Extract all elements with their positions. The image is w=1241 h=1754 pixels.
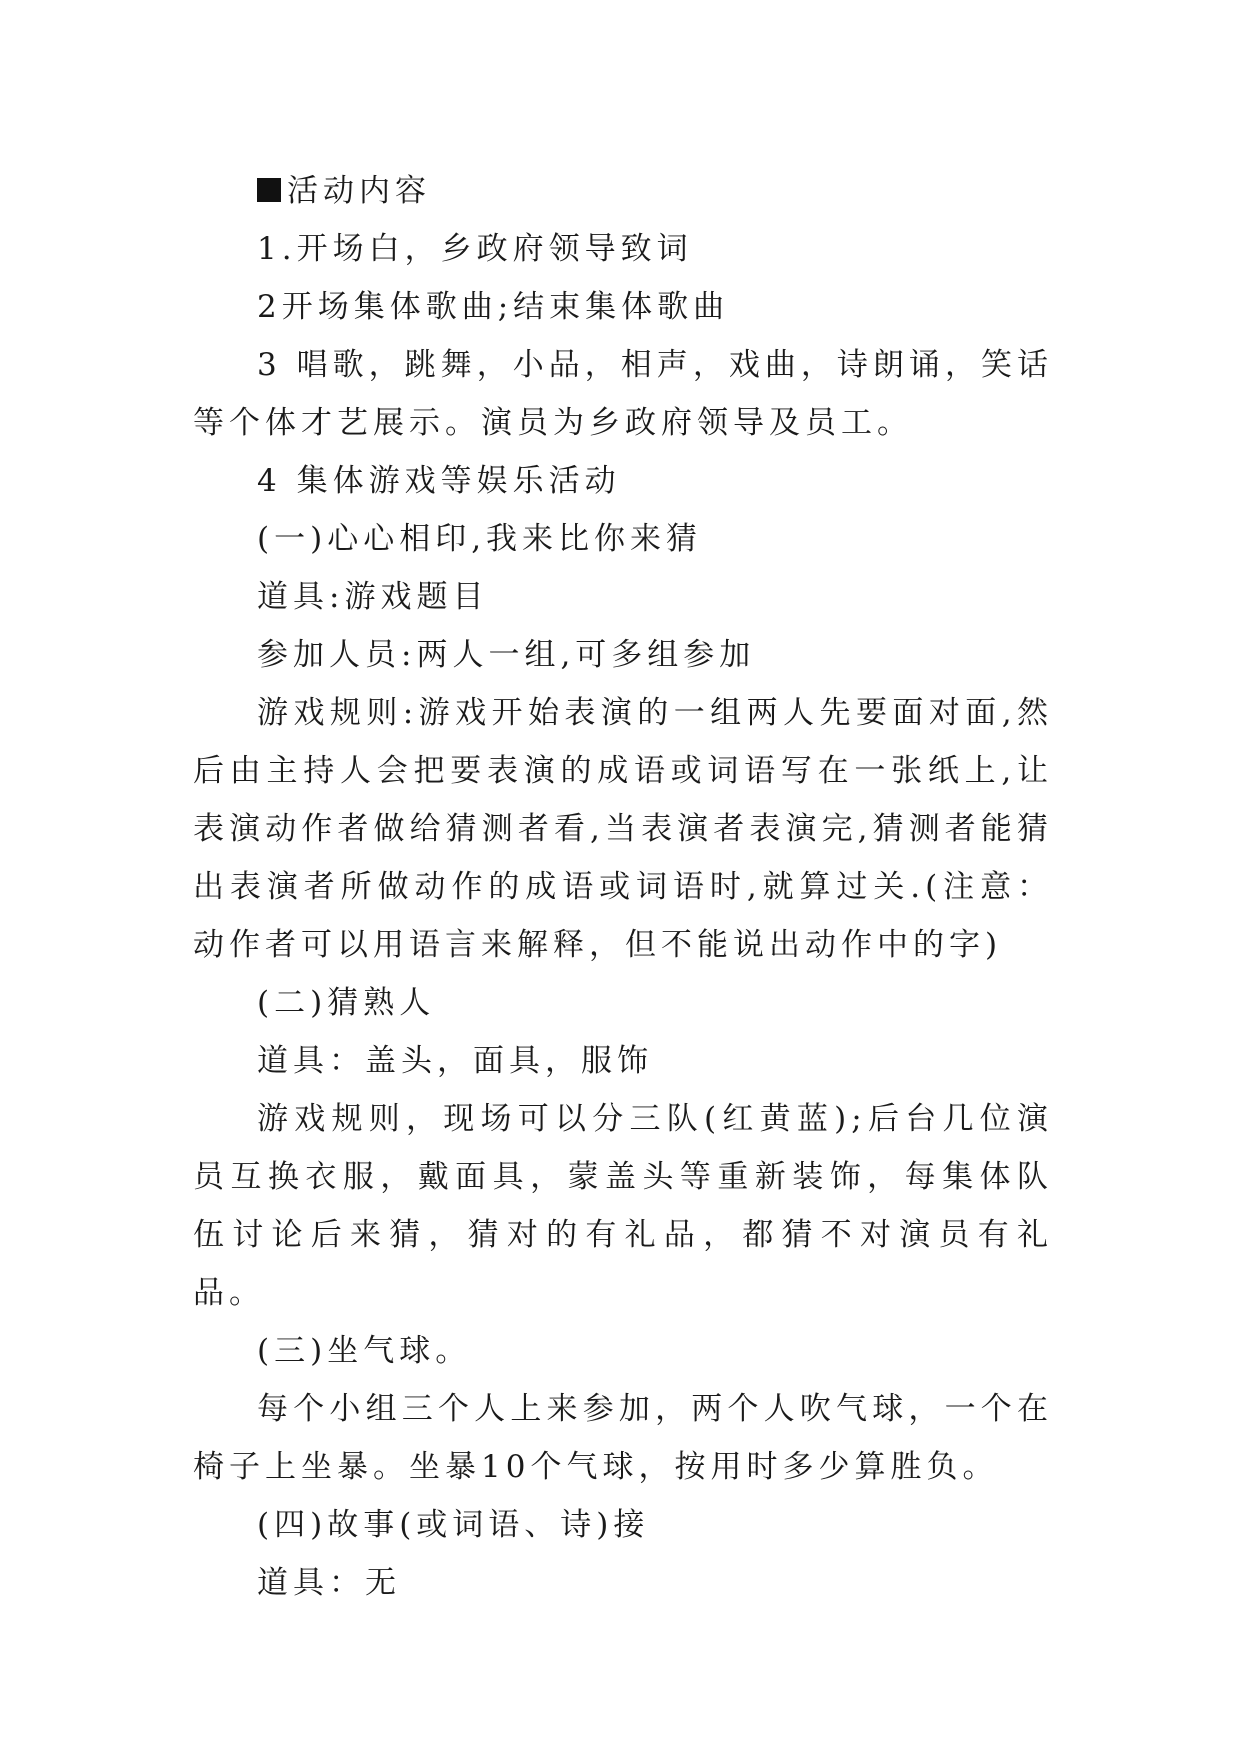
paragraph: 参加人员:两人一组,可多组参加: [257, 637, 756, 673]
paragraph: 1.开场白，乡政府领导致词: [257, 231, 693, 267]
paragraph: 3 唱歌，跳舞，小品，相声，戏曲，诗朗诵，笑话等个体才艺展示。演员为乡政府领导及员工。: [193, 347, 1053, 441]
square-bullet-icon: [257, 178, 281, 202]
document-page: [193, 162, 1053, 1612]
paragraph: (二)猜熟人: [257, 985, 436, 1021]
paragraph: 道具：无: [257, 1565, 401, 1601]
paragraph: 游戏规则:游戏开始表演的一组两人先要面对面,然后由主持人会把要表演的成语或词语写在一张纸上,让表演动作者做给猜测者看,当表演者表演完,猜测者能猜出表演者所做动作的成语或词语时,就算过关.(注意：动作者可以用语言来解释，但不能说出动作中的字): [193, 695, 1053, 963]
paragraph: 2开场集体歌曲;结束集体歌曲: [257, 289, 730, 325]
paragraph: (三)坐气球。: [257, 1333, 472, 1369]
paragraph: 4 集体游戏等娱乐活动: [257, 463, 621, 499]
paragraph: 道具:游戏题目: [257, 579, 489, 615]
section-heading: [193, 162, 1053, 220]
paragraph: 游戏规则，现场可以分三队(红黄蓝);后台几位演员互换衣服，戴面具，蒙盖头等重新装饰，每集体队伍讨论后来猜，猜对的有礼品，都猜不对演员有礼品。: [193, 1101, 1053, 1311]
paragraph: (一)心心相印,我来比你来猜: [257, 521, 703, 557]
paragraph: 每个小组三个人上来参加，两个人吹气球，一个在椅子上坐暴。坐暴10个气球，按用时多少算胜负。: [193, 1391, 1053, 1485]
paragraph: 道具：盖头，面具，服饰: [257, 1043, 653, 1079]
paragraph: (四)故事(或词语、诗)接: [257, 1507, 650, 1543]
section-heading-text: 活动内容: [287, 173, 431, 209]
